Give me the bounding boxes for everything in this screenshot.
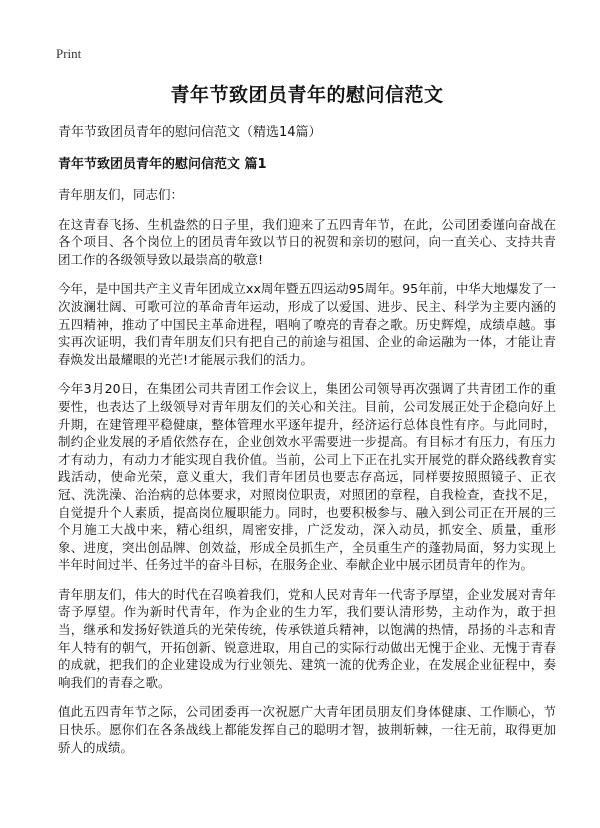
paragraph-history: 今年，是中国共产主义青年团成立xx周年暨五四运动95周年。95年前，中华大地爆发了一次波澜壮阔、可歌可泣的革命青年运动，形成了以爱国、进步、民主、科学为主要内涵的五四精神，推动了中国民主革命进程，唱响了嘹亮的青春之歌。历史辉煌，成绩卓越。事实再次证明，我们青年朋友们只有把自己的前途与祖国、企业的命运融为一体，才能让青春焕发出最耀眼的光芒!才能展示我们的活力。: [58, 281, 556, 367]
document-subtitle: 青年节致团员青年的慰问信范文（精选14篇）: [58, 125, 322, 140]
print-link[interactable]: Print: [56, 46, 82, 61]
paragraph-salutation: 青年朋友们，同志们：: [58, 187, 184, 202]
section-heading: 青年节致团员青年的慰问信范文 篇1: [58, 157, 267, 172]
paragraph-closing-wishes: 值此五四青年节之际，公司团委再一次祝愿广大青年团员朋友们身体健康、工作顺心，节日快乐。愿你们在各条战线上都能发挥自己的聪明才智，披荆斩棘，一往无前，取得更加骄人的成绩。: [58, 704, 556, 755]
paragraph-greeting: 在这青春飞扬、生机盎然的日子里，我们迎来了五四青年节，在此，公司团委谨向奋战在各个项目、各个岗位上的团员青年致以节日的祝贺和亲切的慰问，向一直关心、支持共青团工作的各级领导致以最崇高的敬意!: [58, 216, 556, 267]
paragraph-call-to-action: 青年朋友们，伟大的时代在召唤着我们，党和人民对青年一代寄予厚望，企业发展对青年寄予厚望。作为新时代青年，作为企业的生力军，我们要认清形势，主动作为，敢于担当，继承和发扬好铁道兵的光荣传统，传承铁道兵精神，以饱满的热情，昂扬的斗志和青年人特有的朝气，开拓创新、锐意进取，用自己的实际行动做出无愧于企业、无愧于青春的成就，把我们的企业建设成为行业领先、建筑一流的优秀企业，在发展企业征程中，奏响我们的青春之歌。: [58, 586, 556, 690]
page-title: 青年节致团员青年的慰问信范文: [170, 84, 444, 106]
paragraph-meeting: 今年3月20日，在集团公司共青团工作会议上，集团公司领导再次强调了共青团工作的重要性，也表达了上级领导对青年朋友们的关心和关注。目前，公司发展正处于企稳向好上升期，在建管理平稳健康，整体管理水平逐年提升，经济运行总体良性有序。与此同时，制约企业发展的矛盾依然存在，企业创效水平需要进一步提高。有目标才有压力，有压力才有动力，有动力才能实现自我价值。当前，公司上下正在扎实开展党的群众路线教育实践活动，使命光荣，意义重大，我们青年团员也要志存高远，同样要按照照镜子、正衣冠、洗洗澡、治治病的总体要求，对照岗位职责，对照团的章程，自我检查，查找不足，自觉提升个人素质，提高岗位履职能力。同时，也要积极参与、融入到公司正在开展的三个月施工大战中来，精心组织，周密安排，广泛发动，深入动员，抓安全、质量，重形象、进度，突出创品牌、创效益，形成全员抓生产，全员重生产的蓬勃局面，努力实现上半年时间过半、任务过半的奋斗目标，在服务企业、奉献企业中展示团员青年的作为。: [58, 381, 556, 573]
